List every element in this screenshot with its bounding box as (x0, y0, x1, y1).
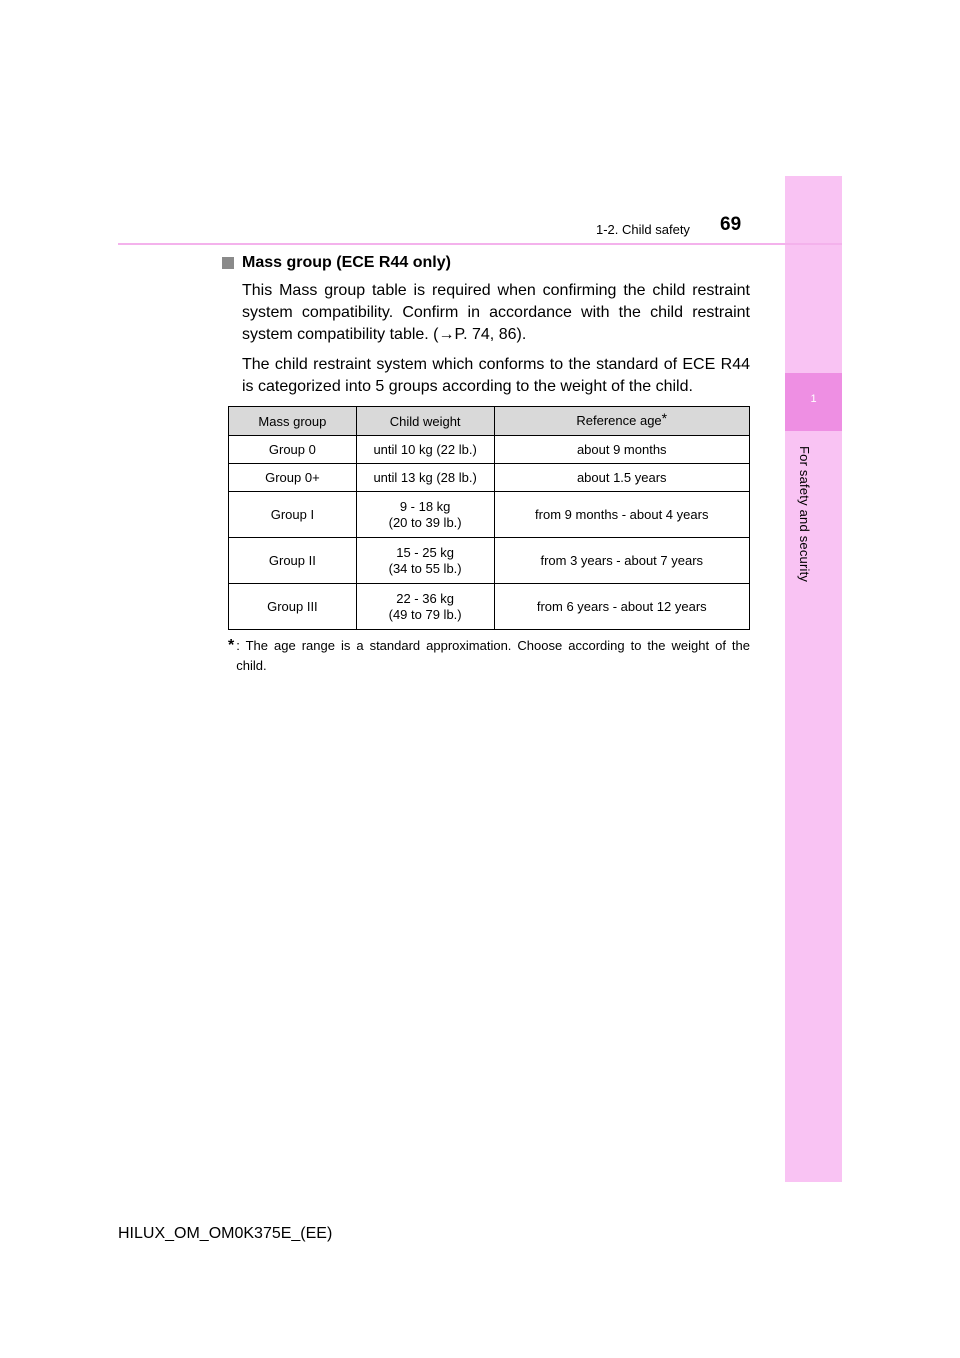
column-header-child-weight: Child weight (356, 407, 494, 436)
table-row (229, 436, 750, 464)
footnote-mark: * (228, 637, 235, 654)
mass-group-table (228, 406, 750, 630)
table-row (229, 464, 750, 492)
weight-kg: 15 - 25 kg (396, 544, 455, 560)
cell-group: Group 0 (229, 436, 357, 464)
main-content (222, 254, 750, 676)
footnote-text: : The age range is a standard approximation. Choose according to the weight of the child. (236, 638, 750, 673)
paragraph: The child restraint system which conforms to the standard of ECE R44 is categorized into 5 groups according to the weight of the child. (242, 356, 750, 395)
weight-lb: (34 to 55 lb.) (388, 560, 462, 576)
paragraph: This Mass group table is required when confirming the child restraint system compatibility. Confirm in accordance with the child restraint system compatibility table. (→P. 74, 86). (242, 282, 750, 343)
weight-kg: 22 - 36 kg (396, 590, 455, 606)
cell-weight (356, 538, 494, 584)
cell-age: about 1.5 years (494, 464, 750, 492)
cell-group: Group 0+ (229, 464, 357, 492)
cell-weight: until 10 kg (22 lb.) (356, 436, 494, 464)
table-row (229, 538, 750, 584)
section-heading (222, 254, 750, 272)
square-bullet-icon (222, 257, 234, 269)
footnote-marker: * (661, 410, 668, 426)
cell-age: about 9 months (494, 436, 750, 464)
section-title: 1-2. Child safety (596, 222, 690, 237)
cell-age: from 3 years - about 7 years (494, 538, 750, 584)
page-number: 69 (720, 214, 742, 235)
heading-text: Mass group (ECE R44 only) (242, 254, 451, 271)
cell-weight (356, 492, 494, 538)
table-row (229, 492, 750, 538)
cell-weight (356, 584, 494, 630)
cell-group: Group II (229, 538, 357, 584)
column-header-text: Reference age (576, 413, 662, 428)
cell-age: from 6 years - about 12 years (494, 584, 750, 630)
header-rule (118, 243, 842, 245)
side-tab-label: For safety and security (797, 446, 812, 583)
cell-weight: until 13 kg (28 lb.) (356, 464, 494, 492)
weight-lb: (49 to 79 lb.) (388, 606, 462, 622)
table-row (229, 584, 750, 630)
footnote (228, 636, 750, 676)
column-header-reference-age (494, 407, 750, 436)
column-header-mass-group: Mass group (229, 407, 357, 436)
table-header-row (229, 407, 750, 436)
document-code: HILUX_OM_OM0K375E_(EE) (118, 1225, 333, 1242)
cell-age: from 9 months - about 4 years (494, 492, 750, 538)
cell-group: Group I (229, 492, 357, 538)
cell-group: Group III (229, 584, 357, 630)
weight-kg: 9 - 18 kg (399, 498, 451, 514)
side-tab (785, 176, 842, 1182)
side-tab-number: 1 (810, 393, 817, 405)
weight-lb: (20 to 39 lb.) (388, 514, 462, 530)
